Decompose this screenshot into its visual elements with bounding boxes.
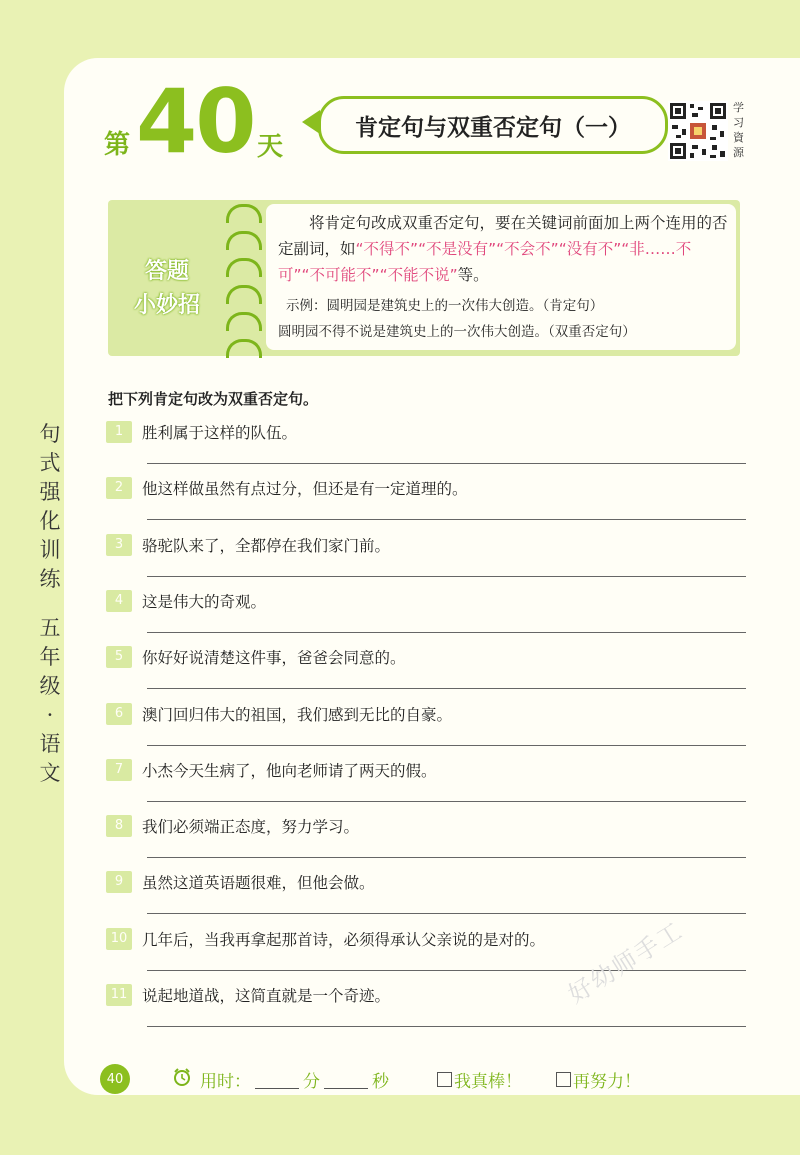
checkbox-try-harder[interactable] [556,1072,571,1087]
question-text: 你好好说清楚这件事，爸爸会同意的。 [142,649,406,667]
question-text: 这是伟大的奇观。 [142,593,267,611]
tips-title [122,254,212,322]
question-number: 7 [106,759,132,781]
sidebar-char: 式 [39,451,61,475]
binder-rings [226,204,262,366]
question-item [106,589,266,613]
sidebar-char: · [46,703,54,727]
tips-example-4: “非……不可” [278,240,692,284]
sidebar-char: 五 [39,616,61,640]
question-number: 3 [106,534,132,556]
question-number: 9 [106,871,132,893]
tips-intro: 将肯定句改成双重否定句，要在关键词前面加上两个连用的否定副词，如 [278,214,728,258]
tips-example-1: “不是没有” [418,240,497,258]
tips-body [278,210,732,288]
question-number: 1 [106,421,132,443]
tips-example-line2: 圆明园不得不说是建筑史上的一次伟大创造。（双重否定句） [278,324,636,340]
question-text: 我们必须端正态度，努力学习。 [142,818,360,836]
day-suffix: 天 [257,132,284,162]
ring-icon [226,231,262,250]
question-number: 5 [106,646,132,668]
instruction: 把下列肯定句改为双重否定句。 [108,390,319,408]
day-prefix: 第 [104,130,131,160]
question-item [106,870,375,894]
question-item [106,702,452,726]
tips-title-line2: 小妙招 [133,292,200,318]
question-item [106,645,406,669]
answer-line[interactable] [147,745,746,746]
question-number: 11 [106,984,132,1006]
ring-icon [226,339,262,358]
answer-line[interactable] [147,801,746,802]
ring-icon [226,312,262,331]
question-text: 虽然这道英语题很难，但他会做。 [142,874,375,892]
sidebar-vertical-text [30,420,70,788]
option-try-harder-label: 再努力！ [573,1071,641,1092]
question-item [106,533,390,557]
tips-example-0: “不得不” [355,240,419,258]
watermark: 好幼师手工 [563,916,689,1009]
answer-line[interactable] [147,632,746,633]
answer-line[interactable] [147,576,746,577]
tips-example-line1: 示例：圆明园是建筑史上的一次伟大创造。（肯定句） [286,298,604,314]
answer-line[interactable] [147,913,746,914]
question-number: 10 [106,928,132,950]
sidebar-char: 文 [39,761,61,785]
page-number: 40 [100,1064,130,1094]
ring-icon [226,258,262,277]
question-number: 8 [106,815,132,837]
qr-label: 学习資源 [733,101,744,159]
sidebar-char: 级 [39,674,61,698]
alarm-clock-icon [172,1067,192,1092]
question-text: 几年后，当我再拿起那首诗，必须得承认父亲说的是对的。 [142,931,546,949]
sidebar-char: 句 [39,422,61,446]
answer-line[interactable] [147,857,746,858]
tips-example-3: “没有不” [558,240,622,258]
question-number: 4 [106,590,132,612]
answer-line[interactable] [147,519,746,520]
checkbox-great[interactable] [437,1072,452,1087]
question-number: 6 [106,703,132,725]
footer-bar [100,1064,641,1094]
seconds-label: 秒 [372,1071,389,1092]
question-text: 骆驼队来了，全都停在我们家门前。 [142,537,391,555]
tips-example-2: “不会不” [496,240,559,258]
answer-line[interactable] [147,463,746,464]
option-great-label: 我真棒！ [454,1071,522,1092]
question-text: 小杰今天生病了，他向老师请了两天的假。 [142,762,437,780]
question-text: 澳门回归伟大的祖国，我们感到无比的自豪。 [142,706,453,724]
sidebar-char: 年 [39,645,61,669]
qr-code-icon[interactable] [668,101,728,161]
tips-end: 等。 [457,266,489,284]
tips-example-6: “不能不说” [379,266,458,284]
question-text: 胜利属于这样的队伍。 [142,424,298,442]
answer-line[interactable] [147,1026,746,1027]
answer-line[interactable] [147,970,746,971]
ring-icon [226,204,262,223]
minutes-blank[interactable] [255,1070,299,1089]
answer-line[interactable] [147,688,746,689]
seconds-blank[interactable] [324,1070,368,1089]
day-number: 40 [136,70,255,173]
sidebar-char: 训 [39,538,61,562]
question-item [106,476,468,500]
sidebar-char: 练 [39,567,61,591]
tips-example-5: “不可能不” [301,266,380,284]
question-item [106,420,297,444]
ring-icon [226,285,262,304]
sidebar-char: 化 [39,509,61,533]
lesson-title-text: 肯定句与双重否定句（一） [355,114,631,141]
question-item [106,983,390,1007]
time-label: 用时： [200,1071,251,1092]
question-text: 他这样做虽然有点过分，但还是有一定道理的。 [142,480,468,498]
question-item [106,814,359,838]
question-text: 说起地道战，这简直就是一个奇迹。 [142,987,391,1005]
minutes-label: 分 [303,1071,320,1092]
lesson-title [318,96,668,154]
question-item [106,927,545,951]
question-number: 2 [106,477,132,499]
question-item [106,758,437,782]
tips-title-line1: 答题 [144,258,189,284]
sidebar-char: 强 [39,480,61,504]
sidebar-char: 语 [39,732,61,756]
